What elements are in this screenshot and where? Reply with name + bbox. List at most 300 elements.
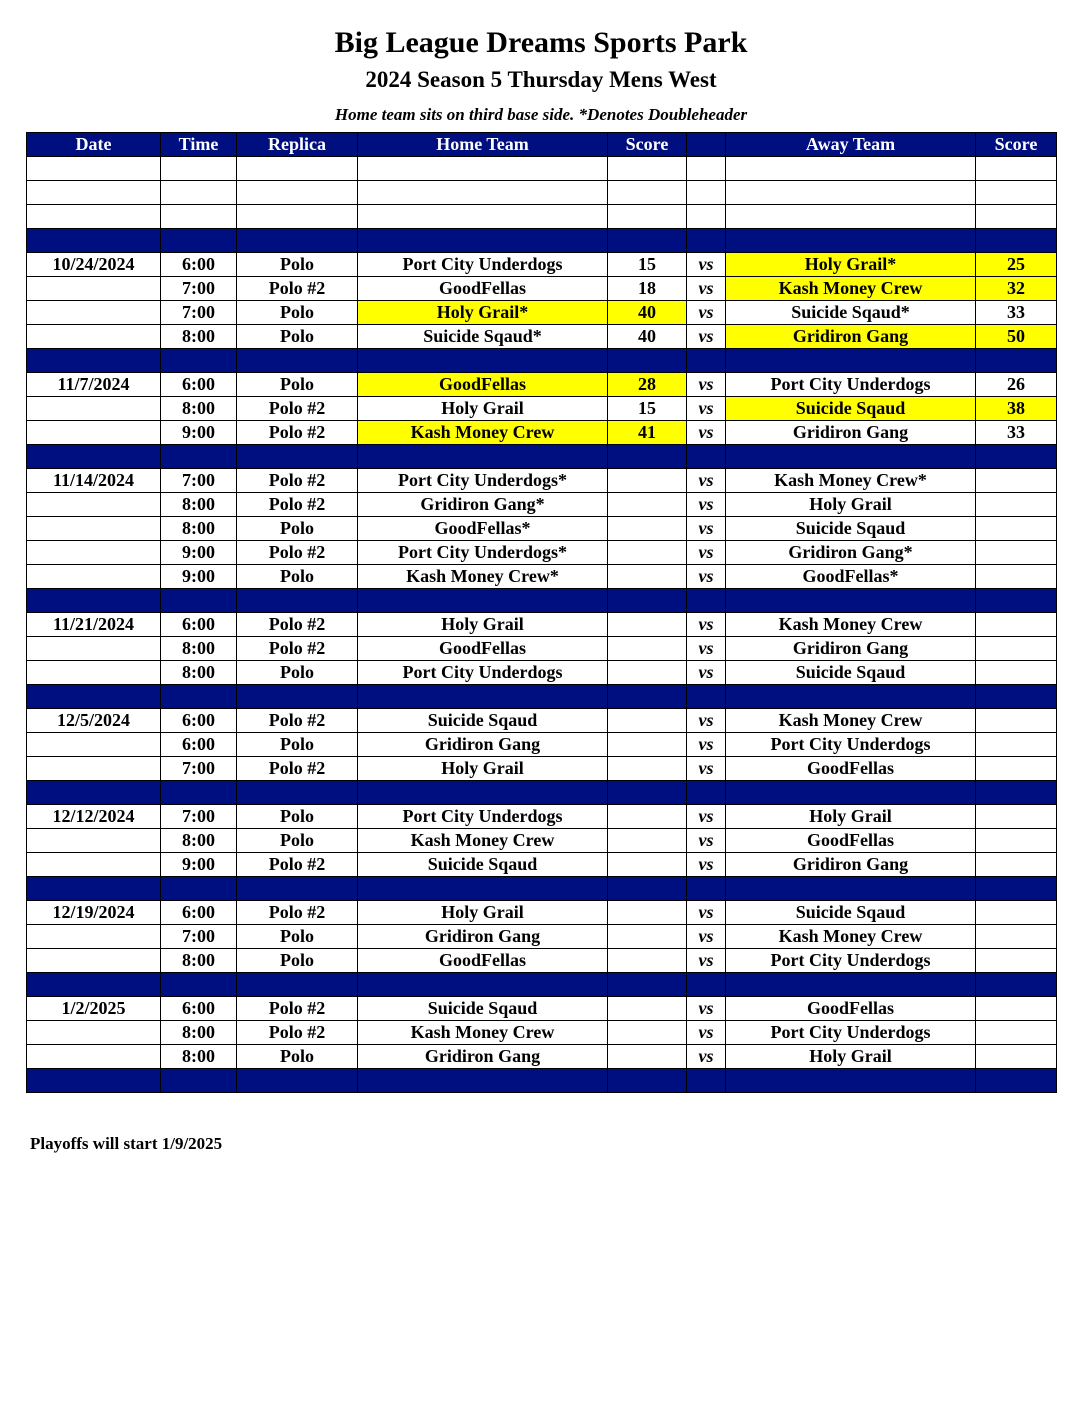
vs-cell: vs <box>687 397 726 421</box>
home-score-cell <box>608 949 687 973</box>
date-cell <box>27 925 161 949</box>
date-cell: 1/2/2025 <box>27 997 161 1021</box>
week-separator-row <box>27 781 1057 805</box>
home-team-cell: Kash Money Crew <box>358 421 608 445</box>
home-team-cell: Suicide Sqaud <box>358 709 608 733</box>
away-score-cell <box>976 829 1057 853</box>
home-team-cell: Suicide Sqaud <box>358 853 608 877</box>
date-cell <box>27 973 161 997</box>
time-cell <box>161 229 237 253</box>
vs-cell: vs <box>687 517 726 541</box>
date-cell: 12/5/2024 <box>27 709 161 733</box>
date-cell: 11/14/2024 <box>27 469 161 493</box>
home-score-cell <box>608 709 687 733</box>
time-cell: 7:00 <box>161 277 237 301</box>
home-team-cell: Kash Money Crew <box>358 829 608 853</box>
home-score-cell <box>608 973 687 997</box>
away-score-cell <box>976 1021 1057 1045</box>
away-team-cell: Gridiron Gang <box>726 421 976 445</box>
date-cell <box>27 541 161 565</box>
time-cell <box>161 349 237 373</box>
date-cell: 12/12/2024 <box>27 805 161 829</box>
replica-cell <box>237 1069 358 1093</box>
replica-cell: Polo #2 <box>237 853 358 877</box>
playoffs-note: Playoffs will start 1/9/2025 <box>30 1134 223 1153</box>
date-cell <box>27 829 161 853</box>
time-cell: 6:00 <box>161 373 237 397</box>
replica-cell: Polo <box>237 325 358 349</box>
away-team-cell <box>726 685 976 709</box>
vs-cell: vs <box>687 421 726 445</box>
vs-cell: vs <box>687 493 726 517</box>
date-cell <box>27 301 161 325</box>
replica-cell <box>237 349 358 373</box>
time-cell: 7:00 <box>161 805 237 829</box>
away-score-cell <box>976 733 1057 757</box>
date-cell <box>27 397 161 421</box>
home-score-cell <box>608 517 687 541</box>
table-header-row <box>27 133 1057 157</box>
time-cell <box>161 157 237 181</box>
game-row <box>27 901 1057 925</box>
time-cell: 8:00 <box>161 517 237 541</box>
home-team-cell <box>358 205 608 229</box>
home-score-cell <box>608 805 687 829</box>
away-score-cell <box>976 181 1057 205</box>
replica-cell: Polo #2 <box>237 277 358 301</box>
time-cell <box>161 205 237 229</box>
away-score-cell: 25 <box>976 253 1057 277</box>
date-cell <box>27 853 161 877</box>
home-score-cell <box>608 637 687 661</box>
game-row <box>27 493 1057 517</box>
replica-cell: Polo <box>237 925 358 949</box>
time-cell: 9:00 <box>161 421 237 445</box>
vs-cell <box>687 349 726 373</box>
date-cell <box>27 181 161 205</box>
replica-cell: Polo <box>237 733 358 757</box>
game-row <box>27 661 1057 685</box>
time-cell: 9:00 <box>161 565 237 589</box>
away-team-cell <box>726 229 976 253</box>
date-cell <box>27 685 161 709</box>
away-team-cell: GoodFellas <box>726 997 976 1021</box>
away-score-cell: 32 <box>976 277 1057 301</box>
game-row <box>27 277 1057 301</box>
vs-cell <box>687 205 726 229</box>
week-separator-row <box>27 685 1057 709</box>
time-cell: 7:00 <box>161 301 237 325</box>
game-row <box>27 565 1057 589</box>
away-score-cell <box>976 469 1057 493</box>
home-team-cell: Holy Grail <box>358 757 608 781</box>
away-score-cell: 50 <box>976 325 1057 349</box>
time-cell: 7:00 <box>161 925 237 949</box>
away-team-cell: Holy Grail <box>726 493 976 517</box>
vs-cell <box>687 589 726 613</box>
away-score-cell <box>976 637 1057 661</box>
game-row <box>27 517 1057 541</box>
vs-cell: vs <box>687 253 726 277</box>
replica-cell: Polo #2 <box>237 637 358 661</box>
date-cell <box>27 277 161 301</box>
vs-cell <box>687 1069 726 1093</box>
time-cell: 6:00 <box>161 253 237 277</box>
vs-cell: vs <box>687 541 726 565</box>
time-cell <box>161 181 237 205</box>
time-cell: 9:00 <box>161 541 237 565</box>
game-row <box>27 733 1057 757</box>
time-cell: 8:00 <box>161 493 237 517</box>
page-title: Big League Dreams Sports Park <box>334 26 748 59</box>
home-score-cell <box>608 541 687 565</box>
away-team-cell: Port City Underdogs <box>726 949 976 973</box>
away-team-cell <box>726 877 976 901</box>
home-team-cell: Holy Grail <box>358 901 608 925</box>
game-row <box>27 1021 1057 1045</box>
replica-cell: Polo #2 <box>237 469 358 493</box>
col-header-vs <box>687 133 726 157</box>
home-score-cell <box>608 229 687 253</box>
game-row <box>27 541 1057 565</box>
date-cell <box>27 349 161 373</box>
home-score-cell: 40 <box>608 301 687 325</box>
away-team-cell: Holy Grail <box>726 805 976 829</box>
replica-cell: Polo #2 <box>237 997 358 1021</box>
game-row <box>27 253 1057 277</box>
away-score-cell <box>976 853 1057 877</box>
home-score-cell <box>608 829 687 853</box>
game-row <box>27 613 1057 637</box>
away-team-cell <box>726 349 976 373</box>
game-row <box>27 397 1057 421</box>
home-score-cell: 40 <box>608 325 687 349</box>
date-cell <box>27 637 161 661</box>
date-cell <box>27 325 161 349</box>
col-header-date: Date <box>27 133 161 157</box>
vs-cell: vs <box>687 1021 726 1045</box>
home-team-cell <box>358 181 608 205</box>
home-team-cell <box>358 685 608 709</box>
replica-cell: Polo <box>237 373 358 397</box>
game-row <box>27 829 1057 853</box>
home-score-cell <box>608 661 687 685</box>
home-team-cell <box>358 157 608 181</box>
away-team-cell: Gridiron Gang* <box>726 541 976 565</box>
schedule-body <box>27 157 1057 1093</box>
date-cell <box>27 781 161 805</box>
home-score-cell: 28 <box>608 373 687 397</box>
date-cell: 11/7/2024 <box>27 373 161 397</box>
home-team-cell: Gridiron Gang <box>358 733 608 757</box>
vs-cell: vs <box>687 949 726 973</box>
home-team-cell: GoodFellas <box>358 637 608 661</box>
game-row <box>27 373 1057 397</box>
date-cell <box>27 733 161 757</box>
home-team-cell: GoodFellas <box>358 949 608 973</box>
away-team-cell: Suicide Sqaud <box>726 517 976 541</box>
blank-row <box>27 181 1057 205</box>
home-score-cell <box>608 157 687 181</box>
away-team-cell <box>726 157 976 181</box>
home-score-cell <box>608 901 687 925</box>
time-cell: 7:00 <box>161 757 237 781</box>
game-row <box>27 421 1057 445</box>
home-team-cell: GoodFellas* <box>358 517 608 541</box>
home-team-cell <box>358 229 608 253</box>
home-team-cell <box>358 1069 608 1093</box>
away-team-cell <box>726 1069 976 1093</box>
home-score-cell <box>608 469 687 493</box>
away-team-cell: Kash Money Crew <box>726 709 976 733</box>
date-cell <box>27 757 161 781</box>
replica-cell: Polo <box>237 949 358 973</box>
home-team-cell: GoodFellas <box>358 373 608 397</box>
home-score-cell: 15 <box>608 253 687 277</box>
vs-cell <box>687 781 726 805</box>
time-cell <box>161 877 237 901</box>
date-cell <box>27 493 161 517</box>
home-team-cell: Gridiron Gang* <box>358 493 608 517</box>
away-score-cell <box>976 1069 1057 1093</box>
away-score-cell <box>976 925 1057 949</box>
vs-cell: vs <box>687 565 726 589</box>
home-team-cell <box>358 349 608 373</box>
col-header-time: Time <box>161 133 237 157</box>
replica-cell <box>237 877 358 901</box>
vs-cell: vs <box>687 901 726 925</box>
home-team-cell: Suicide Sqaud <box>358 997 608 1021</box>
time-cell: 6:00 <box>161 613 237 637</box>
home-team-cell: Port City Underdogs* <box>358 469 608 493</box>
replica-cell: Polo <box>237 517 358 541</box>
away-team-cell: GoodFellas <box>726 829 976 853</box>
home-team-cell: Holy Grail <box>358 613 608 637</box>
time-cell: 8:00 <box>161 397 237 421</box>
home-score-cell <box>608 613 687 637</box>
col-header-home-score: Score <box>608 133 687 157</box>
away-team-cell: Kash Money Crew <box>726 277 976 301</box>
week-separator-row <box>27 229 1057 253</box>
page-subtitle: 2024 Season 5 Thursday Mens West <box>365 67 717 92</box>
time-cell: 8:00 <box>161 1045 237 1069</box>
game-row <box>27 949 1057 973</box>
replica-cell <box>237 685 358 709</box>
date-cell <box>27 157 161 181</box>
date-cell <box>27 1045 161 1069</box>
home-score-cell <box>608 853 687 877</box>
home-score-cell <box>608 1045 687 1069</box>
home-team-cell: Kash Money Crew* <box>358 565 608 589</box>
date-cell <box>27 661 161 685</box>
date-cell <box>27 877 161 901</box>
away-team-cell: Gridiron Gang <box>726 637 976 661</box>
vs-cell <box>687 685 726 709</box>
replica-cell: Polo <box>237 805 358 829</box>
replica-cell <box>237 157 358 181</box>
away-score-cell <box>976 757 1057 781</box>
replica-cell: Polo #2 <box>237 397 358 421</box>
away-score-cell: 26 <box>976 373 1057 397</box>
game-row <box>27 805 1057 829</box>
time-cell <box>161 973 237 997</box>
date-cell <box>27 229 161 253</box>
home-score-cell <box>608 925 687 949</box>
home-team-cell: Holy Grail* <box>358 301 608 325</box>
vs-cell <box>687 445 726 469</box>
week-separator-row <box>27 445 1057 469</box>
vs-cell: vs <box>687 853 726 877</box>
away-score-cell <box>976 949 1057 973</box>
time-cell: 8:00 <box>161 829 237 853</box>
home-score-cell <box>608 565 687 589</box>
vs-cell <box>687 157 726 181</box>
away-score-cell <box>976 781 1057 805</box>
schedule-table <box>26 132 1057 1093</box>
time-cell <box>161 589 237 613</box>
replica-cell: Polo #2 <box>237 493 358 517</box>
away-score-cell <box>976 205 1057 229</box>
page-note: Home team sits on third base side. *Denotes Doubleheader <box>334 105 748 124</box>
away-team-cell: Kash Money Crew* <box>726 469 976 493</box>
away-score-cell <box>976 613 1057 637</box>
away-score-cell <box>976 517 1057 541</box>
away-team-cell <box>726 781 976 805</box>
away-score-cell <box>976 349 1057 373</box>
vs-cell: vs <box>687 997 726 1021</box>
home-score-cell <box>608 349 687 373</box>
date-cell: 12/19/2024 <box>27 901 161 925</box>
away-team-cell: Holy Grail* <box>726 253 976 277</box>
away-score-cell <box>976 565 1057 589</box>
home-team-cell: GoodFellas <box>358 277 608 301</box>
vs-cell <box>687 181 726 205</box>
home-score-cell <box>608 493 687 517</box>
home-score-cell <box>608 781 687 805</box>
game-row <box>27 757 1057 781</box>
away-score-cell: 33 <box>976 421 1057 445</box>
away-team-cell: Suicide Sqaud* <box>726 301 976 325</box>
replica-cell <box>237 229 358 253</box>
replica-cell: Polo #2 <box>237 709 358 733</box>
game-row <box>27 997 1057 1021</box>
replica-cell: Polo #2 <box>237 613 358 637</box>
away-team-cell: Suicide Sqaud <box>726 661 976 685</box>
home-score-cell <box>608 1069 687 1093</box>
time-cell <box>161 1069 237 1093</box>
vs-cell: vs <box>687 925 726 949</box>
away-team-cell: GoodFellas* <box>726 565 976 589</box>
away-team-cell <box>726 589 976 613</box>
replica-cell: Polo #2 <box>237 1021 358 1045</box>
game-row <box>27 325 1057 349</box>
date-cell <box>27 565 161 589</box>
date-cell <box>27 421 161 445</box>
away-team-cell <box>726 445 976 469</box>
date-cell <box>27 1021 161 1045</box>
replica-cell: Polo <box>237 1045 358 1069</box>
week-separator-row <box>27 877 1057 901</box>
time-cell: 6:00 <box>161 901 237 925</box>
away-team-cell: Port City Underdogs <box>726 1021 976 1045</box>
away-team-cell: GoodFellas <box>726 757 976 781</box>
game-row <box>27 637 1057 661</box>
away-score-cell <box>976 157 1057 181</box>
date-cell: 10/24/2024 <box>27 253 161 277</box>
away-score-cell <box>976 661 1057 685</box>
away-score-cell <box>976 685 1057 709</box>
time-cell: 8:00 <box>161 1021 237 1045</box>
replica-cell: Polo <box>237 301 358 325</box>
home-team-cell: Suicide Sqaud* <box>358 325 608 349</box>
date-cell <box>27 205 161 229</box>
time-cell <box>161 781 237 805</box>
away-team-cell <box>726 205 976 229</box>
home-score-cell: 18 <box>608 277 687 301</box>
away-score-cell <box>976 229 1057 253</box>
away-team-cell: Kash Money Crew <box>726 925 976 949</box>
away-team-cell: Suicide Sqaud <box>726 901 976 925</box>
game-row <box>27 1045 1057 1069</box>
date-cell <box>27 445 161 469</box>
vs-cell: vs <box>687 805 726 829</box>
replica-cell <box>237 181 358 205</box>
blank-row <box>27 205 1057 229</box>
date-cell <box>27 589 161 613</box>
date-cell <box>27 1069 161 1093</box>
home-score-cell <box>608 1021 687 1045</box>
home-team-cell <box>358 973 608 997</box>
away-team-cell: Kash Money Crew <box>726 613 976 637</box>
game-row <box>27 469 1057 493</box>
time-cell <box>161 685 237 709</box>
replica-cell <box>237 205 358 229</box>
away-score-cell <box>976 901 1057 925</box>
replica-cell <box>237 973 358 997</box>
time-cell: 8:00 <box>161 637 237 661</box>
home-team-cell: Kash Money Crew <box>358 1021 608 1045</box>
away-team-cell: Holy Grail <box>726 1045 976 1069</box>
replica-cell: Polo #2 <box>237 541 358 565</box>
away-team-cell: Port City Underdogs <box>726 733 976 757</box>
vs-cell: vs <box>687 469 726 493</box>
away-team-cell: Gridiron Gang <box>726 325 976 349</box>
vs-cell: vs <box>687 373 726 397</box>
game-row <box>27 709 1057 733</box>
vs-cell: vs <box>687 637 726 661</box>
away-team-cell: Port City Underdogs <box>726 373 976 397</box>
replica-cell <box>237 781 358 805</box>
date-cell <box>27 517 161 541</box>
away-score-cell <box>976 997 1057 1021</box>
home-score-cell <box>608 589 687 613</box>
away-score-cell: 33 <box>976 301 1057 325</box>
away-score-cell <box>976 805 1057 829</box>
home-team-cell <box>358 589 608 613</box>
vs-cell: vs <box>687 277 726 301</box>
game-row <box>27 301 1057 325</box>
replica-cell: Polo <box>237 661 358 685</box>
replica-cell <box>237 445 358 469</box>
away-team-cell: Suicide Sqaud <box>726 397 976 421</box>
time-cell: 6:00 <box>161 709 237 733</box>
home-team-cell: Gridiron Gang <box>358 925 608 949</box>
home-team-cell <box>358 877 608 901</box>
vs-cell: vs <box>687 1045 726 1069</box>
blank-row <box>27 157 1057 181</box>
away-score-cell <box>976 709 1057 733</box>
vs-cell: vs <box>687 709 726 733</box>
